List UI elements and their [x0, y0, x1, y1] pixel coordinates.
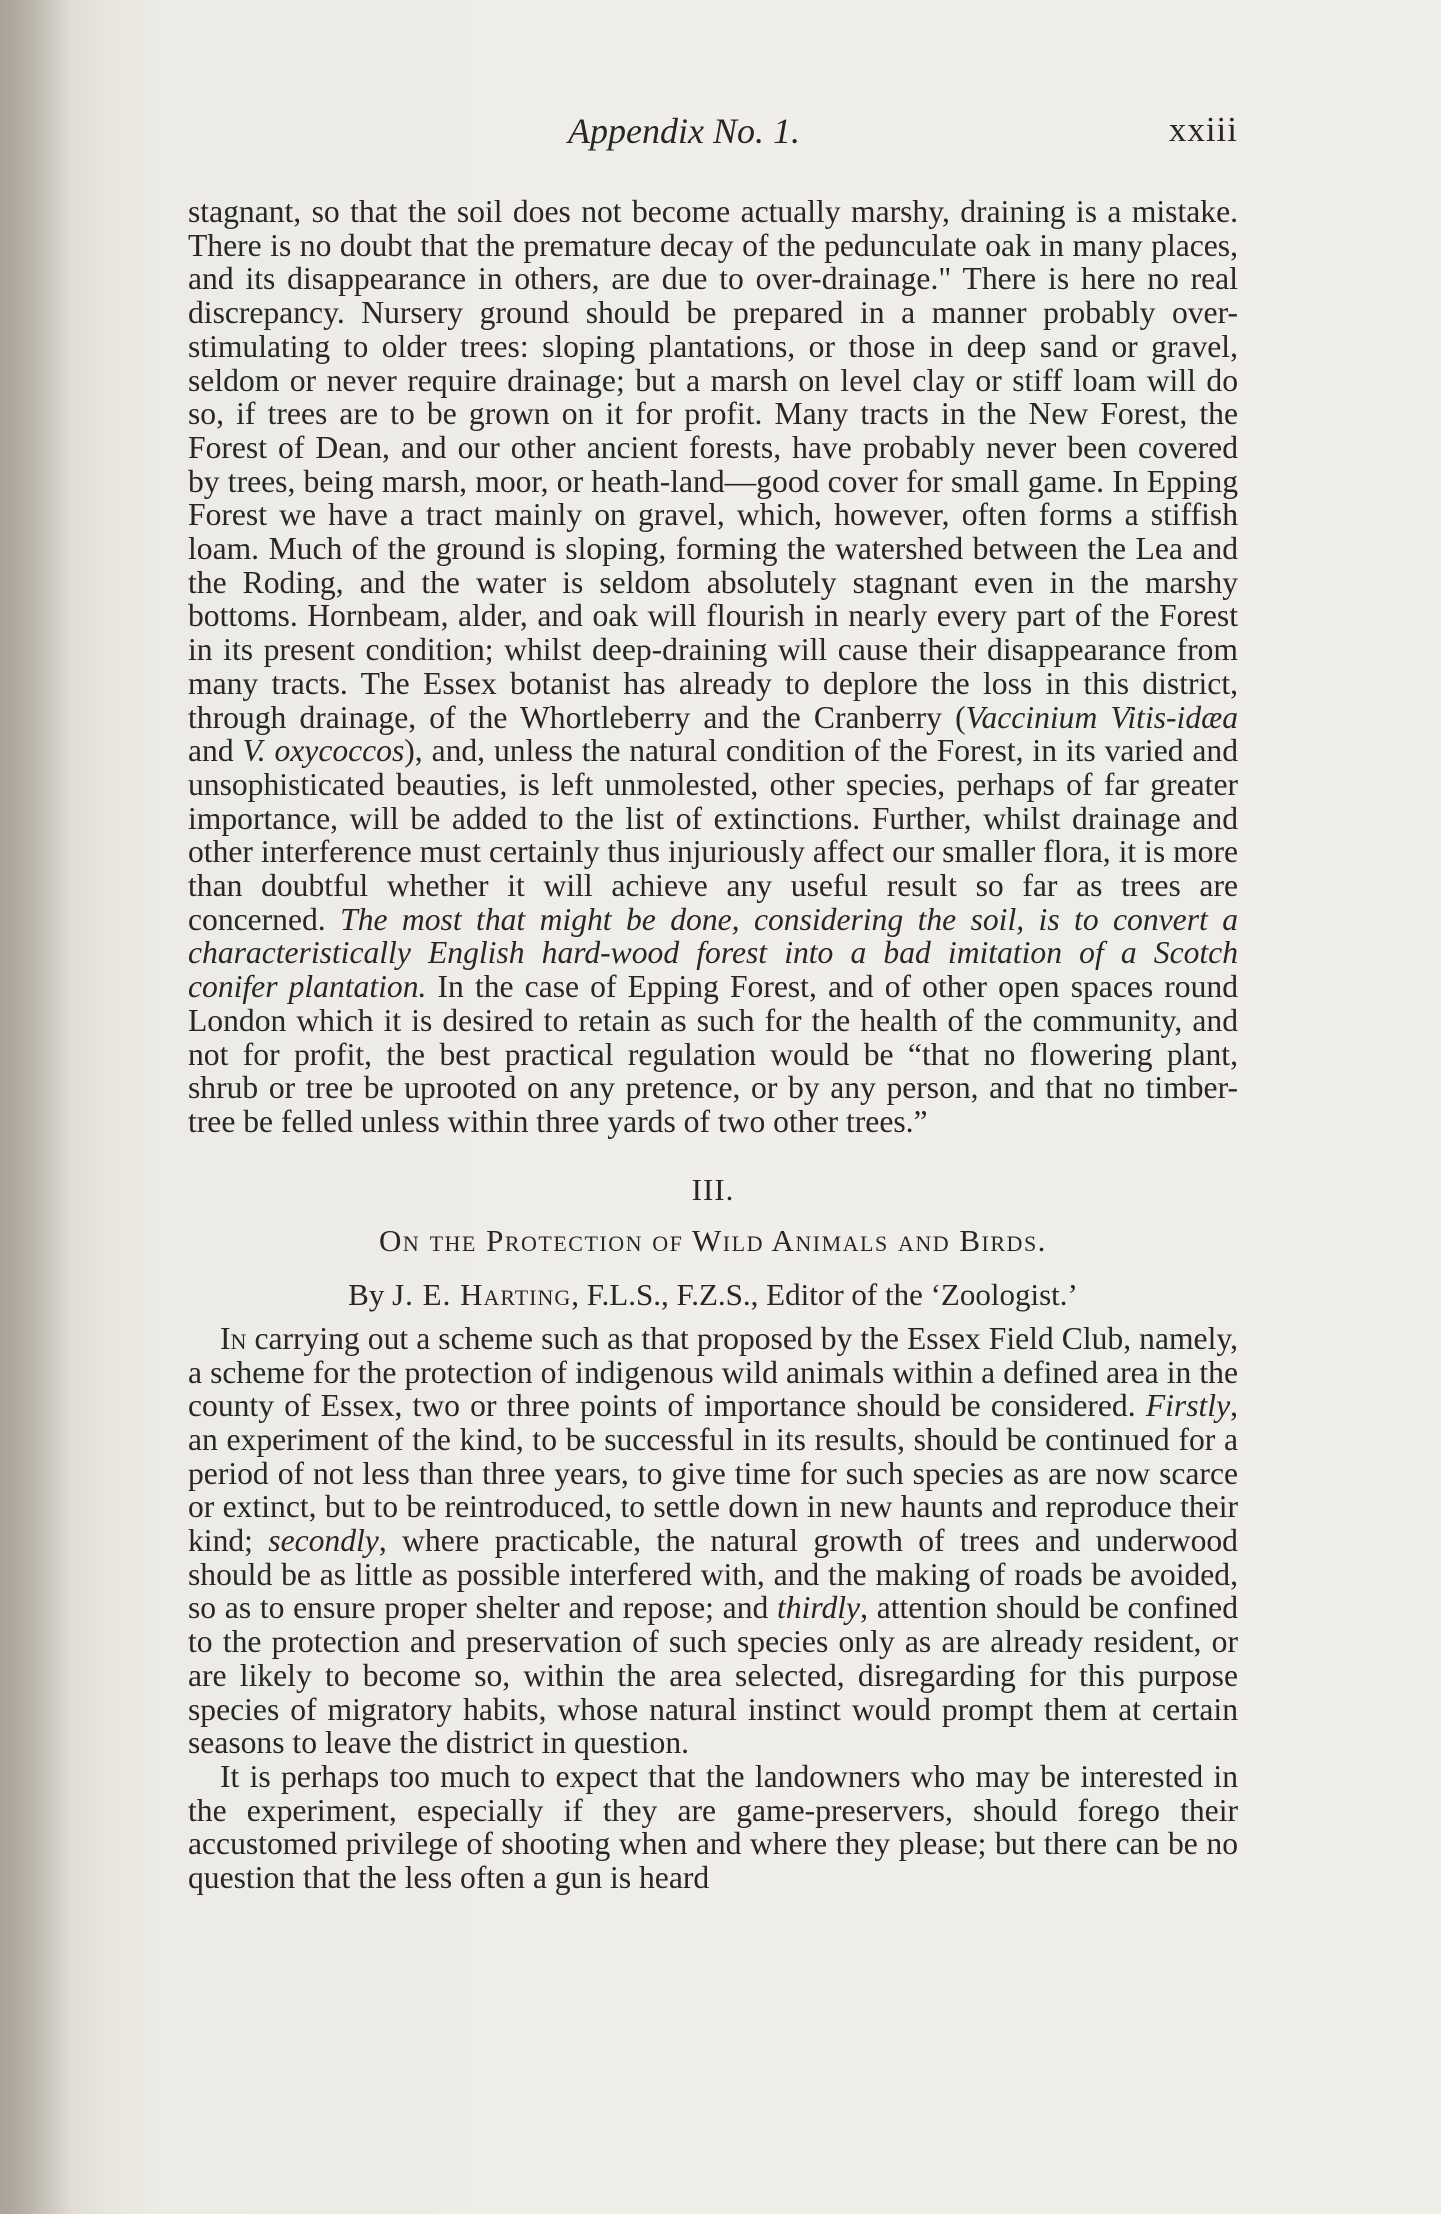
text-run: , attention should be confined to the protection and preservation of such species only as are already resident, or are likely to become so, within the area selected, disregarding for this purpose species of migratory habits, whose natural instinct would prompt them at certain seasons to leave the district in question. [188, 1590, 1238, 1761]
text-run: , where practicable, the natural growth of trees and underwood should be as little as possible interfered with, and the making of roads be avoided, so as to ensure proper shelter and repose; and [188, 1523, 1238, 1626]
page-number: xxiii [1168, 110, 1238, 149]
italic-run: Firstly [1145, 1388, 1231, 1424]
paragraph-scheme [188, 1322, 1238, 1760]
section-title: On the Protection of Wild Animals and Birds. [379, 1223, 1047, 1259]
text-run: and [188, 733, 243, 769]
italic-run: V. oxycoccos [242, 733, 405, 769]
text-run: stagnant, so that the soil does not become actually marshy, draining is a mistake. There is no doubt that the premature decay of the pedunculate oak in many places, and its disappearance in others, are due to over-drainage." There is here no real discrepancy. Nursery ground should be prepared in a manner probably over-stimulating to older trees: sloping plantations, or those in deep sand or gravel, seldom or never require drainage; but a marsh on level clay or stiff loam will do so, if trees are to be grown on it for profit. Many tracts in the New Forest, the Forest of Dean, and our other ancient forests, have probably never been covered by trees, being marsh, moor, or heath-land—good cover for small game. In Epping Forest we have a tract mainly on gravel, which, however, often forms a stiffish loam. Much of the ground is sloping, forming the watershed between the Lea and the Roding, and the water is seldom absolutely stagnant even in the marshy bottoms. Hornbeam, alder, and oak will flourish in nearly every part of the Forest in its present condition; whilst deep-draining will cause their disappearance from many tracts. The Essex botanist has already to deplore the loss in this district, through drainage, of the Whortleberry and the Cranberry ( [188, 194, 1238, 735]
text-run: In the case of Epping Forest, and of other open spaces round London which it is desired to retain as such for the health of the community, and not for profit, the best practical regulation would be “that no flowering plant, shrub or tree be uprooted on any pretence, or by any person, and that no timber-tree be felled unless within three yards of two other trees.” [188, 969, 1238, 1139]
lead-in-word: In [220, 1320, 247, 1356]
section-numeral: III. [691, 1171, 735, 1207]
text-run: carrying out a scheme such as that proposed by the Essex Field Club, namely, a scheme for the protection of indigenous wild animals within a defined area in the county of Essex, two or three points of importance should be considered. [188, 1320, 1238, 1424]
italic-run: secondly [268, 1523, 379, 1559]
italic-run: thirdly [777, 1590, 861, 1626]
paragraph-landowners: It is perhaps too much to expect that the landowners who may be interested in the experiment, especially if they are game-preservers, should forego their accustomed privilege of shooting when and where they please; but there can be no question that the less often a gun is heard [188, 1758, 1238, 1896]
italic-run: Vaccinium Vitis-idæa [965, 699, 1238, 735]
byline-prefix: By [348, 1277, 393, 1313]
page-header [188, 110, 1238, 160]
page-spine-shadow [0, 0, 70, 2214]
byline-suffix: , F.L.S., F.Z.S., Editor of the ‘Zoologist.’ [571, 1277, 1078, 1313]
running-title: Appendix No. 1. [568, 111, 800, 151]
text-run: , an experiment of the kind, to be successful in its results, should be continued for a period of not less than three years, to give time for such species as are now scarce or extinct, but to be reintroduced, to settle down in new haunts and reproduce their kind; [188, 1388, 1238, 1559]
byline-author: J. E. Harting [392, 1277, 572, 1313]
paragraph-drainage [188, 195, 1238, 1139]
body-text [188, 195, 1238, 1895]
text-run: ), and, unless the natural condition of the Forest, in its varied and unsophisticated beauties, is left unmolested, other species, perhaps of far greater importance, will be added to the list of extinctions. Further, whilst drainage and other interference must certainly thus injuriously affect our smaller flora, it is more than doubtful whether it will achieve any useful result so far as trees are concerned. [188, 733, 1238, 937]
section-byline [188, 1278, 1238, 1312]
italic-run: The most that might be done, considering the soil, is to convert a characteristically English hard-wood forest into a bad imitation of a Scotch conifer plantation. [188, 901, 1238, 1005]
